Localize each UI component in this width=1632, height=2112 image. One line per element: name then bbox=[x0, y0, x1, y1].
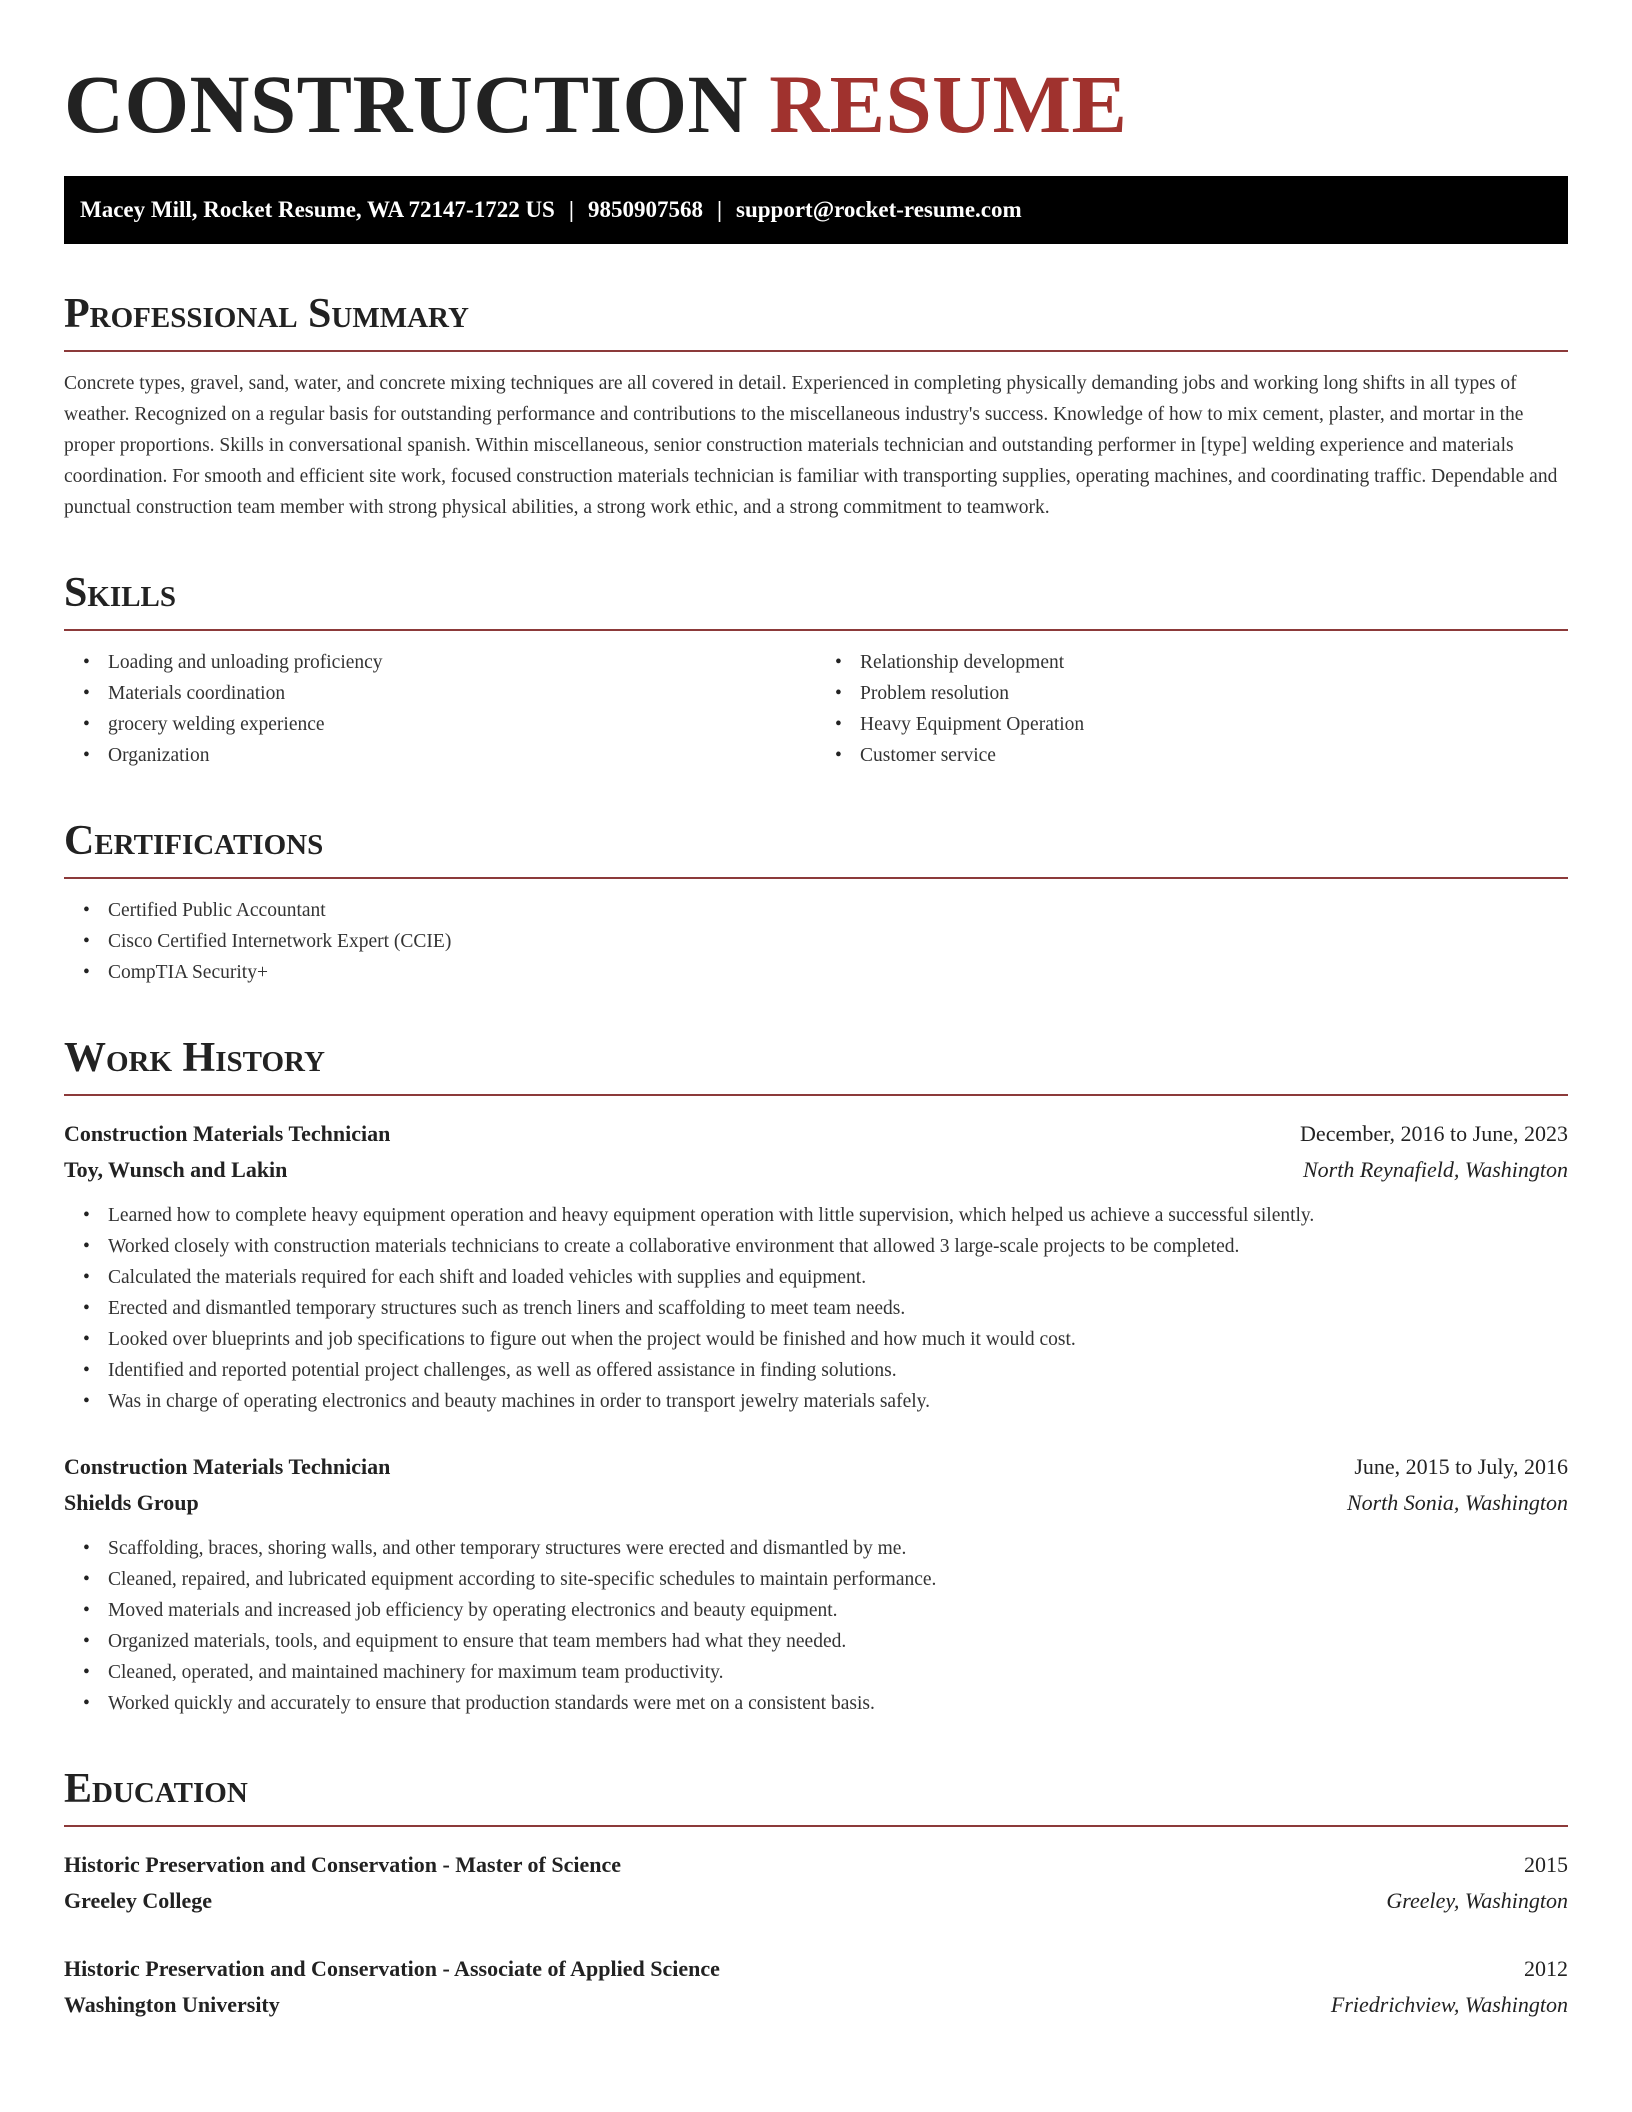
job-company: Toy, Wunsch and Lakin bbox=[64, 1157, 288, 1182]
education-school-row bbox=[64, 1883, 1568, 1919]
job-bullets bbox=[64, 1200, 1568, 1417]
job-company-row bbox=[64, 1152, 1568, 1188]
job-bullet: • Identified and reported potential project challenges, as well as offered assistance in finding solutions. bbox=[108, 1355, 1568, 1386]
job-bullet: • Worked quickly and accurately to ensure that production standards were met on a consistent basis. bbox=[108, 1688, 1568, 1719]
work-history-heading: Work History bbox=[64, 1032, 1568, 1096]
job-bullet: • Cleaned, operated, and maintained machinery for maximum team productivity. bbox=[108, 1657, 1568, 1688]
education-degree-row bbox=[64, 1951, 1568, 1987]
certification-item: • CompTIA Security+ bbox=[108, 957, 1568, 988]
resume-title bbox=[64, 56, 1568, 152]
certification-item: • Certified Public Accountant bbox=[108, 895, 1568, 926]
title-main: CONSTRUCTION bbox=[64, 58, 748, 150]
education-school-row bbox=[64, 1987, 1568, 2023]
contact-email: support@rocket-resume.com bbox=[736, 197, 1022, 222]
skill-item: • Loading and unloading proficiency bbox=[108, 647, 816, 678]
skill-item: • Customer service bbox=[860, 740, 1568, 771]
education-location: Friedrichview, Washington bbox=[1330, 1992, 1568, 2017]
contact-address: Macey Mill, Rocket Resume, WA 72147-1722 US bbox=[80, 197, 555, 222]
job-location: North Sonia, Washington bbox=[1346, 1490, 1568, 1515]
skill-item: • Materials coordination bbox=[108, 678, 816, 709]
contact-separator: | bbox=[716, 197, 723, 222]
summary-heading: Professional Summary bbox=[64, 288, 1568, 352]
education-year: 2012 bbox=[1524, 1956, 1568, 1981]
contact-bar bbox=[64, 176, 1568, 244]
skills-heading: Skills bbox=[64, 567, 1568, 631]
job-bullet: • Calculated the materials required for each shift and loaded vehicles with supplies and equipment. bbox=[108, 1262, 1568, 1293]
skill-item: • Heavy Equipment Operation bbox=[860, 709, 1568, 740]
education-school: Washington University bbox=[64, 1992, 280, 2017]
certification-item: • Cisco Certified Internetwork Expert (CCIE) bbox=[108, 926, 1568, 957]
job-dates: December, 2016 to June, 2023 bbox=[1300, 1121, 1568, 1146]
skill-item: • Problem resolution bbox=[860, 678, 1568, 709]
job-title: Construction Materials Technician bbox=[64, 1121, 391, 1146]
job-bullet: • Erected and dismantled temporary structures such as trench liners and scaffolding to meet team needs. bbox=[108, 1293, 1568, 1324]
job-title: Construction Materials Technician bbox=[64, 1454, 391, 1479]
education-entry bbox=[64, 1847, 1568, 1919]
job-company-row bbox=[64, 1485, 1568, 1521]
job-entry bbox=[64, 1116, 1568, 1417]
education-entry bbox=[64, 1951, 1568, 2023]
job-bullet: • Scaffolding, braces, shoring walls, and other temporary structures were erected and dismantled by me. bbox=[108, 1533, 1568, 1564]
job-bullet: • Worked closely with construction materials technicians to create a collaborative environment that allowed 3 large-scale projects to be completed. bbox=[108, 1231, 1568, 1262]
skill-item: • Organization bbox=[108, 740, 816, 771]
job-header-row bbox=[64, 1449, 1568, 1485]
certifications-list bbox=[64, 895, 1568, 988]
certifications-heading: Certifications bbox=[64, 815, 1568, 879]
job-bullet: • Was in charge of operating electronics and beauty machines in order to transport jewelry materials safely. bbox=[108, 1386, 1568, 1417]
job-bullet: • Cleaned, repaired, and lubricated equipment according to site-specific schedules to maintain performance. bbox=[108, 1564, 1568, 1595]
skills-list-left bbox=[64, 647, 816, 771]
job-bullet: • Looked over blueprints and job specifications to figure out when the project would be finished and how much it would cost. bbox=[108, 1324, 1568, 1355]
job-bullet: • Organized materials, tools, and equipment to ensure that team members had what they needed. bbox=[108, 1626, 1568, 1657]
job-entry bbox=[64, 1449, 1568, 1719]
contact-phone: 9850907568 bbox=[587, 197, 703, 222]
education-degree: Historic Preservation and Conservation - Associate of Applied Science bbox=[64, 1956, 720, 1981]
job-bullet: • Learned how to complete heavy equipment operation and heavy equipment operation with little supervision, which helped us achieve a successful silently. bbox=[108, 1200, 1568, 1231]
education-degree: Historic Preservation and Conservation - Master of Science bbox=[64, 1852, 622, 1877]
education-location: Greeley, Washington bbox=[1386, 1888, 1568, 1913]
job-bullet: • Moved materials and increased job efficiency by operating electronics and beauty equipment. bbox=[108, 1595, 1568, 1626]
job-company: Shields Group bbox=[64, 1490, 199, 1515]
summary-text: Concrete types, gravel, sand, water, and concrete mixing techniques are all covered in detail. Experienced in completing physically demanding jobs and working long shifts in all types of weather. Recognized on a regular basis for outstanding performance and contributions to the miscellaneous industry's success. Knowledge of how to mix cement, plaster, and mortar in the proper proportions. Skills in conversational spanish. Within miscellaneous, senior construction materials technician and outstanding performer in [type] welding experience and materials coordination. For smooth and efficient site work, focused construction materials technician is familiar with transporting supplies, operating machines, and coordinating traffic. Dependable and punctual construction team member with strong physical abilities, a strong work ethic, and a strong commitment to teamwork. bbox=[64, 373, 1558, 518]
contact-separator: | bbox=[568, 197, 574, 222]
skill-item: • Relationship development bbox=[860, 647, 1568, 678]
title-accent: RESUME bbox=[769, 58, 1128, 150]
skills-list-right bbox=[816, 647, 1568, 771]
job-location: North Reynafield, Washington bbox=[1302, 1157, 1568, 1182]
job-dates: June, 2015 to July, 2016 bbox=[1354, 1454, 1568, 1479]
education-degree-row bbox=[64, 1847, 1568, 1883]
job-bullets bbox=[64, 1533, 1568, 1719]
education-heading: Education bbox=[64, 1763, 1568, 1827]
job-header-row bbox=[64, 1116, 1568, 1152]
education-school: Greeley College bbox=[64, 1888, 213, 1913]
skills-grid bbox=[64, 631, 1568, 771]
education-year: 2015 bbox=[1524, 1852, 1568, 1877]
skill-item: • grocery welding experience bbox=[108, 709, 816, 740]
